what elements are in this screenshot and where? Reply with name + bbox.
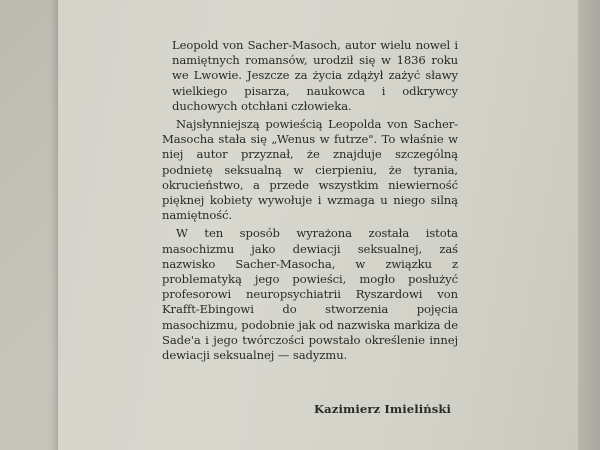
paragraph-3: W ten sposób wyrażona została istota masochizmu jako dewiacji seksualnej, zaś nazwisko Sacher-Masocha, w związku z problematyką jego powieści, mogło posłużyć profesorowi neuropsychiatrii Ryszardowi von Krafft-Ebingowi do stworzenia pojęcia masochizmu, podobnie jak od nazwiska markiza de Sade'a i jego twórczości powstało określenie innej dewiacji seksualnej — sadyzmu.: [162, 226, 458, 363]
paragraph-1: Leopold von Sacher-Masoch, autor wielu nowel i namiętnych romansów, urodził się w 1836 roku we Lwowie. Jeszcze za życia zdążył zażyć sławy wielkiego pisarza, naukowca i odkrywcy duchowych otchłani człowieka.: [172, 38, 458, 113]
paragraph-2: Najsłynniejszą powieścią Leopolda von Sacher-Masocha stała się „Wenus w futrze". To właśnie w niej autor przyznał, że znajduje szczególną podnietę seksualną w cierpieniu, że tyrania, okrucieństwo, a przede wszystkim niewierność pięknej kobiety wywołuje i wzmaga u niego silną namiętność.: [162, 117, 458, 223]
author-signature: Kazimierz Imieliński: [314, 402, 452, 416]
page-edge: [578, 0, 600, 450]
body-text: [162, 38, 458, 366]
